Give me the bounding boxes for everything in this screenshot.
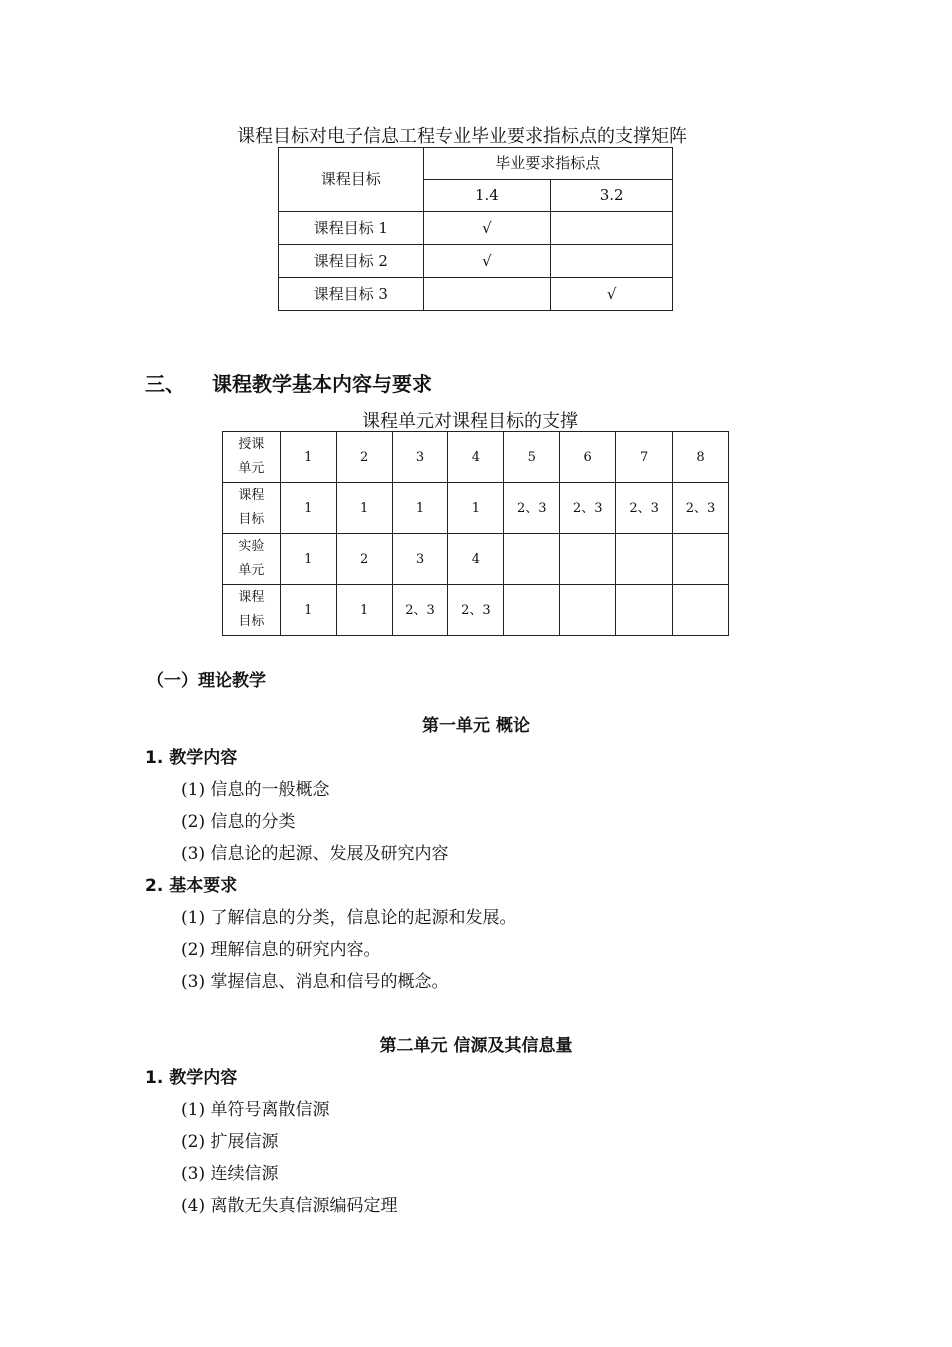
- check-cell: √: [551, 278, 673, 311]
- unit2-title: 第二单元 信源及其信息量: [379, 1036, 573, 1056]
- table-row: [223, 585, 729, 636]
- table-cell: [504, 534, 560, 585]
- table-cell: [560, 534, 616, 585]
- list-item: (3) 连续信源: [181, 1164, 279, 1184]
- table-cell: 4: [448, 432, 504, 483]
- table-cell: 2、3: [560, 483, 616, 534]
- column-header: 3.2: [551, 180, 673, 212]
- unit-support-table: [222, 431, 729, 636]
- list-item: (1) 信息的一般概念: [181, 780, 330, 800]
- table-cell: 1: [448, 483, 504, 534]
- section-title: 课程教学基本内容与要求: [212, 372, 432, 396]
- table-row: [223, 432, 729, 483]
- table-cell: 2: [336, 534, 392, 585]
- check-cell: [551, 212, 673, 245]
- table-row: [223, 534, 729, 585]
- table-cell: 2、3: [673, 483, 729, 534]
- table-cell: 3: [392, 432, 448, 483]
- table-cell: [616, 534, 673, 585]
- table-cell: 1: [336, 483, 392, 534]
- table-cell: [616, 585, 673, 636]
- table-cell: 1: [280, 534, 336, 585]
- row-label: 课程目标 1: [279, 212, 424, 245]
- list-item: (2) 理解信息的研究内容。: [181, 940, 381, 960]
- table-cell: 8: [673, 432, 729, 483]
- check-cell: √: [423, 245, 551, 278]
- row-header: 授课 单元: [223, 432, 281, 483]
- table-cell: 1: [336, 585, 392, 636]
- row-label: 课程目标 3: [279, 278, 424, 311]
- row-header: 实验 单元: [223, 534, 281, 585]
- table-row: [279, 245, 673, 278]
- table-cell: 4: [448, 534, 504, 585]
- section-number: 三、: [145, 372, 185, 396]
- unit1-content-heading: 1. 教学内容: [145, 748, 238, 768]
- table-cell: 1: [392, 483, 448, 534]
- unit2-content-heading: 1. 教学内容: [145, 1068, 238, 1088]
- list-item: (2) 信息的分类: [181, 812, 296, 832]
- row-header: 课程 目标: [223, 483, 281, 534]
- list-item: (2) 扩展信源: [181, 1132, 279, 1152]
- table-cell: 6: [560, 432, 616, 483]
- support-matrix-table: [278, 147, 673, 311]
- row-header-cell: 课程目标: [279, 148, 424, 212]
- table-cell: 7: [616, 432, 673, 483]
- list-item: (3) 掌握信息、消息和信号的概念。: [181, 972, 449, 992]
- check-cell: [423, 278, 551, 311]
- row-label: 课程目标 2: [279, 245, 424, 278]
- table-cell: 2: [336, 432, 392, 483]
- unit1-title: 第一单元 概论: [422, 716, 530, 736]
- unit1-requirements-heading: 2. 基本要求: [145, 876, 238, 896]
- table-cell: 1: [280, 432, 336, 483]
- table-cell: 1: [280, 483, 336, 534]
- row-header: 课程 目标: [223, 585, 281, 636]
- table-cell: [504, 585, 560, 636]
- table-cell: [673, 534, 729, 585]
- table-row: [279, 278, 673, 311]
- table-cell: 2、3: [504, 483, 560, 534]
- table-cell: [673, 585, 729, 636]
- subsection-title: （一）理论教学: [147, 671, 266, 691]
- list-item: (3) 信息论的起源、发展及研究内容: [181, 844, 449, 864]
- table-cell: 5: [504, 432, 560, 483]
- table-row: [223, 483, 729, 534]
- column-header: 1.4: [423, 180, 551, 212]
- table-cell: 1: [280, 585, 336, 636]
- table-cell: 2、3: [616, 483, 673, 534]
- table-cell: 3: [392, 534, 448, 585]
- table-cell: [560, 585, 616, 636]
- table-row: [279, 212, 673, 245]
- matrix-caption: 课程目标对电子信息工程专业毕业要求指标点的支撑矩阵: [237, 126, 687, 147]
- support-caption: 课程单元对课程目标的支撑: [362, 411, 578, 432]
- check-cell: √: [423, 212, 551, 245]
- group-header-cell: 毕业要求指标点: [423, 148, 672, 180]
- table-cell: 2、3: [448, 585, 504, 636]
- check-cell: [551, 245, 673, 278]
- list-item: (4) 离散无失真信源编码定理: [181, 1196, 398, 1216]
- list-item: (1) 单符号离散信源: [181, 1100, 330, 1120]
- list-item: (1) 了解信息的分类，信息论的起源和发展。: [181, 908, 517, 928]
- table-cell: 2、3: [392, 585, 448, 636]
